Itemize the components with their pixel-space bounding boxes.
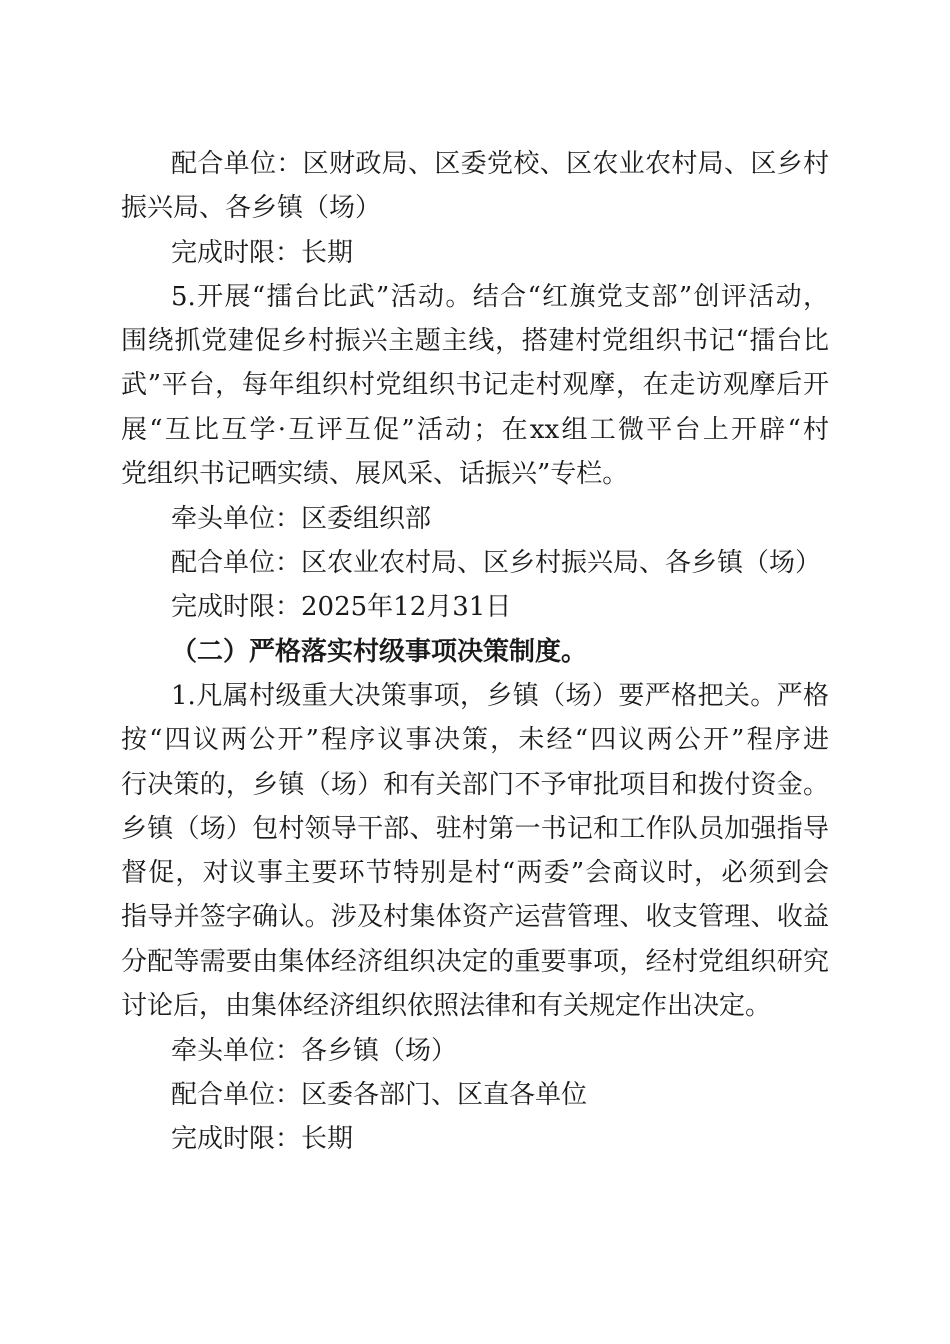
support-unit-line: 配合单位：区委各部门、区直各单位 [171,1080,588,1110]
paragraph-line: 武”平台，每年组织村党组织书记走村观摩，在走访观摩后开 [121,370,829,400]
paragraph-line: 督促，对议事主要环节特别是村“两委”会商议时，必须到会 [121,858,829,888]
paragraph-line: 分配等需要由集体经济组织决定的重要事项，经村党组织研究 [121,947,829,977]
paragraph-line: 行决策的，乡镇（场）和有关部门不予审批项目和拨付资金。 [121,770,829,800]
lead-unit-line: 牵头单位：区委组织部 [171,504,432,534]
paragraph-line: 配合单位：区财政局、区委党校、区农业农村局、区乡村 [171,149,829,179]
deadline-line: 完成时限：长期 [171,238,354,268]
lead-unit-line: 牵头单位：各乡镇（场） [171,1036,458,1066]
paragraph-line: 乡镇（场）包村领导干部、驻村第一书记和工作队员加强指导 [121,814,829,844]
deadline-line: 完成时限：2025年12月31日 [171,592,512,622]
paragraph-line: 指导并签字确认。涉及村集体资产运营管理、收支管理、收益 [121,902,829,932]
support-unit-line: 配合单位：区农业农村局、区乡村振兴局、各乡镇（场） [171,548,822,578]
paragraph-line: 振兴局、各乡镇（场） [121,193,382,223]
section-heading: （二）严格落实村级事项决策制度。 [171,637,588,667]
paragraph-line: 围绕抓党建促乡村振兴主题主线，搭建村党组织书记“擂台比 [121,326,829,356]
paragraph-line: 讨论后，由集体经济组织依照法律和有关规定作出决定。 [121,991,772,1021]
paragraph-line: 1.凡属村级重大决策事项，乡镇（场）要严格把关。严格 [171,681,829,711]
deadline-line: 完成时限：长期 [171,1124,354,1154]
paragraph-line: 展“互比互学·互评互促”活动；在xx组工微平台上开辟“村 [121,415,829,445]
paragraph-line: 党组织书记晒实绩、展风采、话振兴”专栏。 [121,459,629,489]
paragraph-line: 5.开展“擂台比武”活动。结合“红旗党支部”创评活动， [171,282,829,312]
paragraph-line: 按“四议两公开”程序议事决策，未经“四议两公开”程序进 [121,725,829,755]
